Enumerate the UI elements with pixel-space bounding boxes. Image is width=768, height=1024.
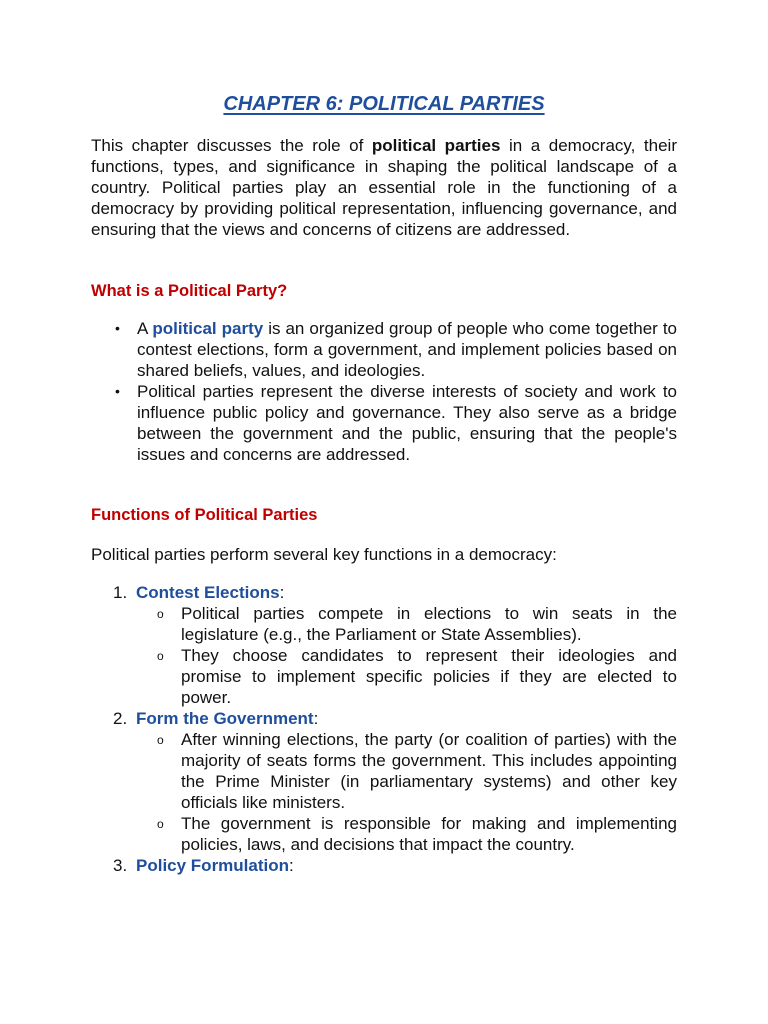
bullet-text-after: is an organized group of people who come together to contest elections, form a government, and implement policies based on shared beliefs, values, and ideologies. (137, 319, 678, 380)
functions-numbered-list (91, 582, 677, 876)
circle-bullet-icon: o (157, 649, 164, 663)
function-title-colon: : (313, 709, 319, 728)
list-number: 2. (113, 709, 128, 728)
function-title: Form the Government (136, 709, 314, 728)
list-item (91, 582, 677, 708)
intro-paragraph (91, 135, 677, 240)
intro-text-before: This chapter discusses the role of (91, 136, 372, 155)
function-title: Policy Formulation (136, 856, 290, 875)
intro-term: political parties (371, 136, 501, 155)
sub-point-list (136, 729, 677, 855)
list-item (91, 318, 677, 381)
bullet-text-before: A (137, 319, 153, 338)
bullet-icon: • (115, 383, 120, 399)
sub-point-text: The government is responsible for making and implementing policies, laws, and decisions that impact the country. (181, 814, 677, 854)
intro-text-after: in a democracy, their functions, types, and significance in shaping the political landscape of a country. Political parties play an essential role in the functioning of a democracy by providing political representation, influencing governance, and ensuring that the views and concerns of citizens are addressed. (91, 136, 677, 239)
section-heading-functions: Functions of Political Parties (91, 506, 318, 524)
list-item (91, 708, 677, 855)
sub-point-text: After winning elections, the party (or coalition of parties) with the majority of seats forms the government. This includes appointing the Prime Minister (in parliamentary systems) and other key officials like ministers. (181, 730, 677, 812)
bullet-term: political party (152, 319, 264, 338)
bullet-text: Political parties represent the diverse interests of society and work to influence public policy and governance. They also serve as a bridge between the government and the public, ensuring that the people's issues and concerns are addressed. (137, 382, 677, 464)
circle-bullet-icon: o (157, 733, 164, 747)
circle-bullet-icon: o (157, 817, 164, 831)
circle-bullet-icon: o (157, 607, 164, 621)
sub-point-list (136, 603, 677, 708)
sub-point-text: Political parties compete in elections to win seats in the legislature (e.g., the Parliament or State Assemblies). (181, 604, 677, 644)
function-title-colon: : (279, 583, 285, 602)
list-item (136, 729, 677, 813)
section-heading-what-is: What is a Political Party? (91, 282, 288, 300)
list-item (136, 645, 677, 708)
chapter-title: CHAPTER 6: POLITICAL PARTIES (223, 93, 545, 115)
list-number: 3. (113, 856, 128, 875)
list-item (136, 813, 677, 855)
list-number: 1. (113, 583, 128, 602)
function-title-colon: : (289, 856, 294, 875)
list-item (91, 381, 677, 465)
list-item (136, 603, 677, 645)
sub-point-text: They choose candidates to represent their ideologies and promise to implement specific policies if they are elected to power. (181, 646, 677, 707)
list-item (91, 855, 677, 876)
bullet-icon: • (115, 320, 120, 336)
definition-bullet-list (91, 318, 677, 465)
function-title: Contest Elections (136, 583, 280, 602)
functions-lead-paragraph: Political parties perform several key functions in a democracy: (91, 545, 557, 564)
